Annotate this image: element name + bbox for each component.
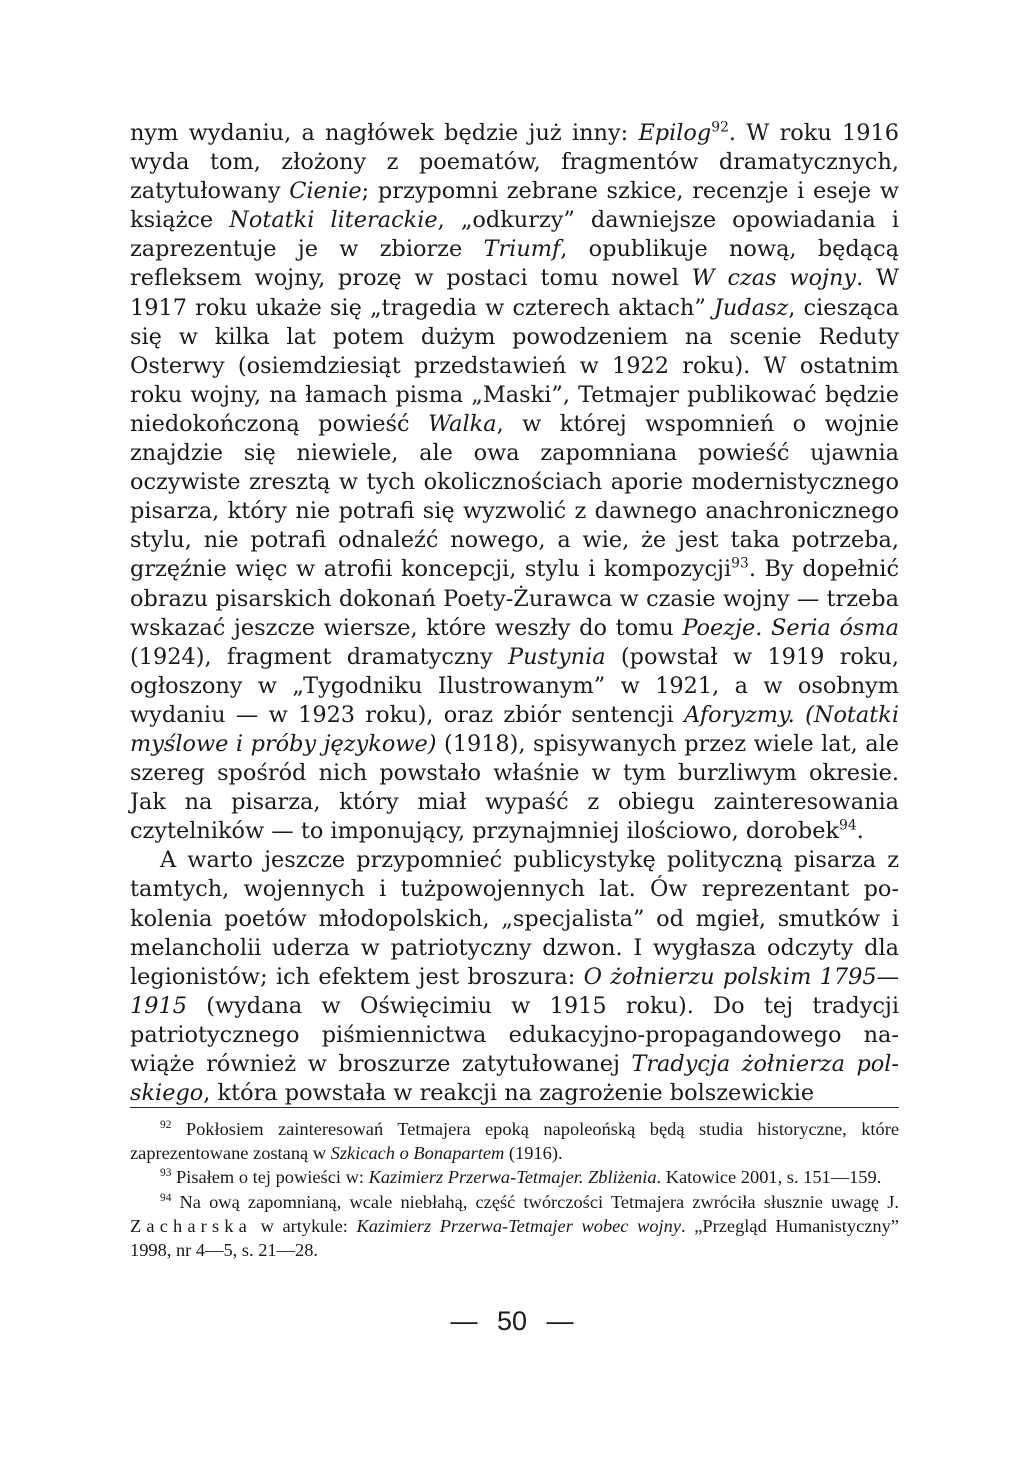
text-run: w artykule: [251,1215,357,1236]
text-run: A warto jeszcze przypomnieć publicystykę polityczną pisarza z tamtych, wojennych i tużpowojennych lat. Ów reprezentant pokolenia poetów młodopolskich, „specjalista” od mgieł, smutków i melancholii uderza w patriotyczny dzwon. I wygłasza odczyty dla legionistów; ich efektem jest broszura: [130,847,899,990]
italic-title: Epilog [638,120,712,146]
italic-title: W czas wojny [691,265,857,292]
footnote-ref: 94 [160,1191,172,1204]
paragraph-2 [130,846,899,1108]
text-run: Pokłosiem zainteresowań Tetmajera epoką napoleońską będą studia historyczne, które zaprezentowane zostaną w [130,1119,899,1164]
footnote-ref: 92 [160,1118,172,1131]
footnote-separator [130,1107,899,1108]
text-run: Na ową zapomnianą, wcale niebłahą, część twórczości Tetmajera zwróciła słusznie uwagę J. [171,1191,899,1212]
page-number: — 50 — [450,1306,574,1336]
text-run: . [856,818,864,845]
italic-title: Kazimierz Przerwa-Tetmajer wobec wojny [356,1215,682,1236]
italic-title: Triumf [483,236,561,263]
text-run: (1918), spisywanych przez wiele lat, ale szereg spośród nich powstało właśnie w tym burzliwym okresie. Jak na pisarza, który miał wypaść z obiegu zainteresowania czytelników — to imponujący, przynajmniej ilościowo, dorobek [130,730,899,845]
text-run: (1916). [504,1143,563,1164]
footnote-ref: 93 [160,1167,172,1180]
footnote-94 [130,1190,899,1263]
text-run: . Katowice 2001, s. 151—159. [656,1167,882,1188]
text-run: . By dopełnić obrazu pisarskich dokonań Poety-Żurawca w czasie wojny — trzeba wskazać jeszcze wiersze, które weszły do tomu [130,556,900,641]
text-run: , która powstała w reakcji na zagrożenie bolszewickie [203,1080,815,1107]
italic-title: Poezje. Seria ósma [682,614,900,641]
italic-title: Aforyzmy. (Notatki myślowe i próby językowe) [130,701,899,757]
text-run: . W 1917 roku ukaże się „tragedia w czterech aktach” [130,265,899,321]
text-run: (1924), fragment dramatyczny [130,643,509,670]
italic-title: Szkicach o Bonapartem [330,1143,505,1164]
footnote-ref: 93 [731,555,749,572]
text-run: , opublikuje nową, będącą refleksem wojny, prozę w postaci tomu nowel [130,236,899,292]
italic-title: Judasz [713,294,789,321]
footnote-93 [130,1165,899,1189]
italic-title: Kazimierz Przerwa-Tetmajer. Zbliżenia [368,1167,657,1188]
text-run: . W roku 1916 wyda tom, złożony z poematów, fragmentów dramatycznych, zatytułowany [130,120,900,205]
text-run: , w której wspomnień o wojnie znajdzie się niewiele, ale owa zapomniana powieść ujawnia oczywiste zresztą w tych okolicznościach aporie modernistycznego pisarza, który nie potrafi się wyzwolić z dawnego anachronicznego stylu, nie potrafi odnaleźć nowego, a wie, że jest taka potrzeba, grzęźnie więc w atrofii koncepcji, stylu i kompozycji [130,410,899,583]
italic-title: O żołnierzu polskim 1795—1915 [130,963,899,1019]
italic-title: Tradycja żołnierza polskiego [130,1051,899,1107]
italic-title: Pustynia [508,643,606,670]
text-run: , „odkurzy” dawniejsze opowiadania i zaprezentuje je w zbiorze [130,207,899,263]
spaced-author-name: Zacharska [130,1215,252,1236]
italic-title: Cienie [289,178,362,205]
italic-title: Notatki literackie [229,207,438,234]
paragraph-1 [130,119,899,846]
text-run: (wydana w Oświęcimiu w 1915 roku). Do tej tradycji patriotycznego piśmiennictwa edukacyjno-propagandowego nawiąże również w broszurze zatytułowanej [130,992,899,1077]
text-run: Pisałem o tej powieści w: [171,1167,369,1188]
text-run: , ciesząca się w kilka lat potem dużym powodzeniem na scenie Reduty Osterwy (osiemdziesiąt przedstawień w 1922 roku). W ostatnim roku wojny, na łamach pisma „Maski”, Tetmajer publikować będzie niedokończoną powieść [130,294,900,437]
footnotes [130,1117,899,1262]
footnote-92 [130,1117,899,1165]
text-run: nym wydaniu, a nagłówek będzie już inny: [130,120,639,146]
text-run: ; przypomni zebrane szkice, recenzje i eseje w książce [130,178,900,234]
text-run: . „Przegląd Humanistyczny” 1998, nr 4—5, s. 21—28. [130,1215,899,1261]
main-text [130,119,899,1108]
text-run: (powstał w 1919 roku, ogłoszony w „Tygodniku Ilustrowanym” w 1921, a w osobnym wydaniu — w 1923 roku), oraz zbiór sentencji [130,643,899,728]
footnote-ref: 92 [711,119,729,136]
footnote-ref: 94 [839,817,857,834]
italic-title: Walka [428,410,497,437]
